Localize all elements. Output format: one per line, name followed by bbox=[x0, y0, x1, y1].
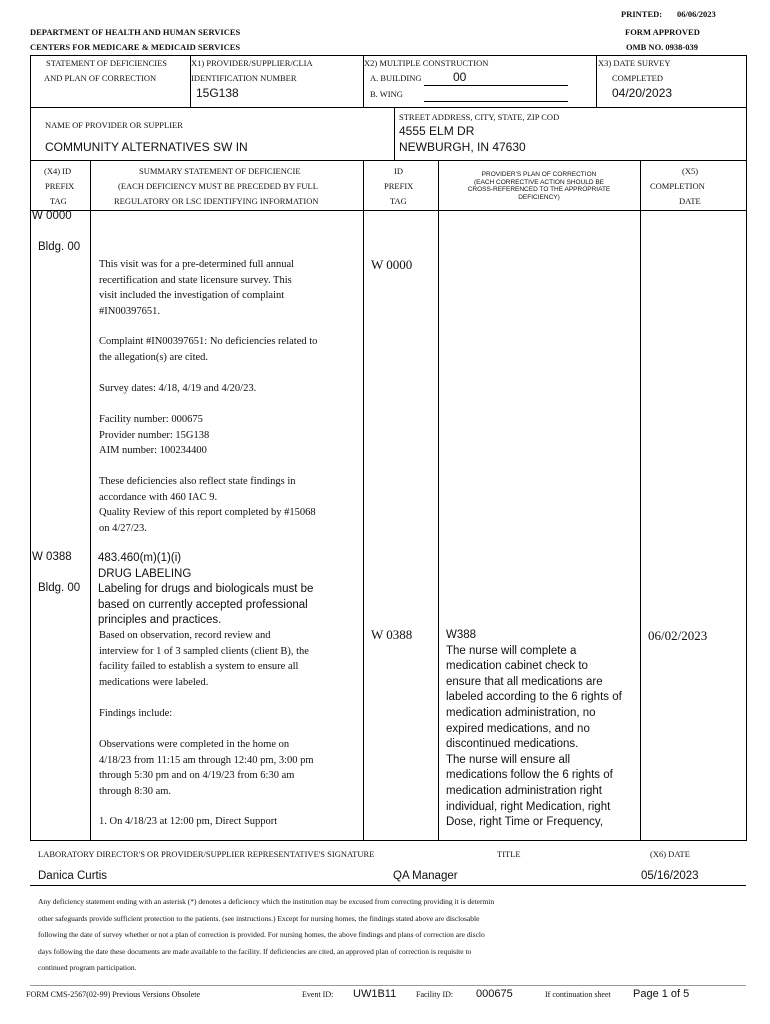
survey-dates: Survey dates: 4/18, 4/19 and 4/20/23. bbox=[99, 383, 257, 394]
printed-label: PRINTED: bbox=[621, 9, 663, 19]
omb-number: OMB NO. 0938-039 bbox=[626, 42, 699, 52]
col-x4-2: PREFIX bbox=[45, 181, 75, 191]
plan-of-correction: W388 The nurse will complete a medication cabinet check to ensure that all medications are labeled according to the 6 rights of medication administration, no expired medications, and no discontinued medications. The nurse will ensure all medications follow the 6 rights of medication administration right individual, right Medication, right Dose, right Time or Frequency, bbox=[446, 629, 622, 829]
building-tag-2: Bldg. 00 bbox=[38, 582, 81, 594]
x3-label-1: X3) DATE SURVEY bbox=[598, 58, 671, 68]
visit-description: This visit was for a pre-determined full annual recertification and state licensure survey. This visit included the investigation of complaint #IN00397651. bbox=[99, 259, 295, 317]
facility-id-value: 000675 bbox=[476, 988, 513, 1000]
signature-date: 05/16/2023 bbox=[641, 870, 699, 882]
col-id-1: ID bbox=[394, 166, 403, 176]
printed-date: 06/06/2023 bbox=[677, 9, 716, 19]
state-findings-text: These deficiencies also reflect state findings in accordance with 460 IAC 9. Quality Review of this report completed by #15068 on 4/27/23. bbox=[99, 476, 316, 534]
col-plan-2: (EACH CORRECTIVE ACTION SHOULD BE bbox=[473, 178, 605, 186]
finding-1-text: 1. On 4/18/23 at 12:00 pm, Direct Support bbox=[99, 816, 278, 827]
x6-date-label: (X6) DATE bbox=[650, 849, 690, 859]
event-id-value: UW1B11 bbox=[353, 988, 397, 1000]
page-number: Page 1 of 5 bbox=[633, 988, 690, 1000]
x1-label-2: IDENTIFICATION NUMBER bbox=[191, 73, 297, 83]
id-prefix-tag-w0000: W 0000 bbox=[371, 257, 413, 272]
wing-label: B. WING bbox=[370, 89, 403, 99]
title-label: TITLE bbox=[497, 849, 521, 859]
building-label: A. BUILDING bbox=[370, 73, 422, 83]
findings-heading: Findings include: bbox=[99, 708, 173, 719]
survey-completed-date: 04/20/2023 bbox=[612, 86, 673, 100]
completion-date: 06/02/2023 bbox=[648, 628, 708, 643]
col-summary-3: REGULATORY OR LSC IDENTIFYING INFORMATION bbox=[114, 196, 319, 206]
address-line-1: 4555 ELM DR bbox=[399, 124, 475, 138]
x2-label: X2) MULTIPLE CONSTRUCTION bbox=[364, 58, 489, 68]
col-x5-3: DATE bbox=[679, 196, 701, 206]
address-label: STREET ADDRESS, CITY, STATE, ZIP COD bbox=[399, 112, 560, 122]
facility-info: Facility number: 000675 Provider number: 15G138 AIM number: 100234400 bbox=[99, 414, 210, 457]
col-x5-2: COMPLETION bbox=[650, 181, 705, 191]
col-plan-4: DEFICIENCY) bbox=[518, 193, 560, 201]
deficiency-summary: Based on observation, record review and interview for 1 of 3 sampled clients (client B), the facility failed to establish a system to ensure all medications were labeled. bbox=[99, 630, 309, 688]
col-id-2: PREFIX bbox=[384, 181, 414, 191]
statement-label-1: STATEMENT OF DEFICIENCIES bbox=[46, 58, 168, 68]
building-tag-1: Bldg. 00 bbox=[38, 241, 81, 253]
id-prefix-tag-w0388: W 0388 bbox=[371, 627, 413, 642]
building-value: 00 bbox=[453, 70, 467, 84]
statement-label-2: AND PLAN OF CORRECTION bbox=[44, 73, 157, 83]
event-id-label: Event ID: bbox=[302, 990, 334, 999]
signature-label: LABORATORY DIRECTOR'S OR PROVIDER/SUPPLIER REPRESENTATIVE'S SIGNATURE bbox=[38, 849, 375, 859]
x3-label-2: COMPLETED bbox=[612, 73, 663, 83]
col-plan-1: PROVIDER'S PLAN OF CORRECTION bbox=[481, 171, 597, 178]
prefix-tag-w0000: W 0000 bbox=[32, 210, 72, 222]
col-plan bbox=[439, 171, 639, 201]
col-x4-3: TAG bbox=[50, 196, 67, 206]
x1-label-1: X1) PROVIDER/SUPPLIER/CLIA bbox=[191, 58, 313, 68]
col-summary-1: SUMMARY STATEMENT OF DEFICIENCIE bbox=[139, 166, 301, 176]
disclaimer-footnote: Any deficiency statement ending with an asterisk (*) denotes a deficiency which the institution may be excused from correcting providing it is determin other safeguards provide sufficient protection to the patients. (see instructions.) Except for nursing homes, the findings stated above are disclosable following the date of survey whether or not a plan of correction is provided. For nursing homes, the above findings and plans of correction are disclo days following the date these documents are made available to the facility. If deficiencies are cited, an approved plan of correction is requisite to continued program participation. bbox=[38, 897, 495, 972]
department-title: DEPARTMENT OF HEALTH AND HUMAN SERVICES bbox=[30, 27, 241, 37]
col-x5-1: (X5) bbox=[682, 166, 699, 176]
col-id-3: TAG bbox=[390, 196, 407, 206]
signer-name: Danica Curtis bbox=[38, 870, 108, 882]
provider-name-label: NAME OF PROVIDER OR SUPPLIER bbox=[45, 120, 183, 130]
form-approved: FORM APPROVED bbox=[625, 27, 700, 37]
complaint-text: Complaint #IN00397651: No deficiencies related to the allegation(s) are cited. bbox=[99, 336, 318, 363]
signer-title: QA Manager bbox=[393, 870, 458, 882]
prefix-tag-w0388: W 0388 bbox=[32, 551, 72, 563]
address-line-2: NEWBURGH, IN 47630 bbox=[399, 140, 526, 154]
observations-text: Observations were completed in the home on 4/18/23 from 11:15 am through 12:40 pm, 3:00 pm through 5:30 pm and on 4/19/23 from 6:30 am through 8:30 am. bbox=[99, 739, 314, 797]
centers-title: CENTERS FOR MEDICARE & MEDICAID SERVICES bbox=[30, 42, 241, 52]
col-x4-1: (X4) ID bbox=[44, 166, 72, 176]
col-summary-2: (EACH DEFICIENCY MUST BE PRECEDED BY FULL bbox=[118, 181, 318, 191]
facility-id-label: Facility ID: bbox=[416, 990, 454, 999]
clia-number: 15G138 bbox=[196, 86, 239, 100]
continuation-label: If continuation sheet bbox=[545, 990, 611, 999]
provider-name: COMMUNITY ALTERNATIVES SW IN bbox=[45, 140, 248, 154]
col-plan-3: CROSS-REFERENCED TO THE APPROPRIATE bbox=[467, 186, 611, 193]
regulation-text: 483.460(m)(1)(i) DRUG LABELING Labeling for drugs and biologicals must be based on currently accepted professional principles and practices. bbox=[98, 552, 314, 627]
form-id: FORM CMS-2567(02-99) Previous Versions Obsolete bbox=[26, 990, 201, 999]
